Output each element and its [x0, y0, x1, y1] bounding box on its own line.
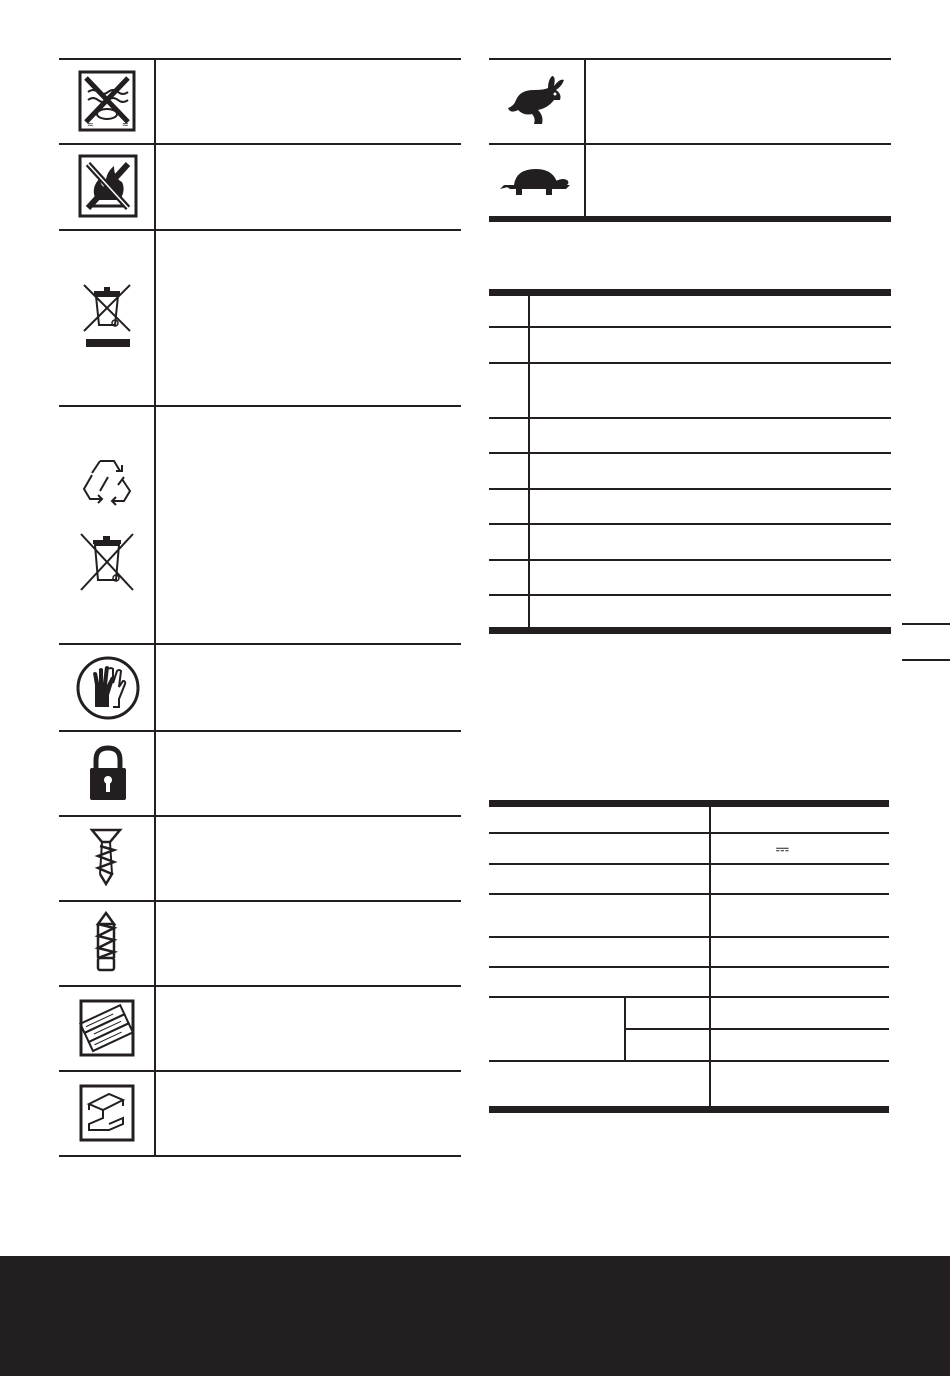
wear-gloves-icon — [75, 655, 141, 721]
wood-icon — [79, 999, 135, 1057]
recycle-icon — [78, 455, 136, 511]
no-water-immersion-icon — [78, 70, 136, 132]
screw-icon — [88, 826, 124, 888]
rabbit-fast-icon — [504, 72, 568, 132]
drill-bit-icon — [90, 910, 122, 974]
svg-text:≈: ≈ — [122, 120, 129, 129]
dc-symbol: ⎓ — [776, 839, 789, 858]
metal-profile-icon — [79, 1084, 135, 1142]
turtle-slow-icon — [500, 163, 572, 199]
lock-icon — [88, 744, 128, 802]
footer-band — [0, 1256, 950, 1376]
weee-crossed-bin-icon — [80, 283, 136, 351]
no-fire-icon — [78, 154, 138, 218]
svg-text:≈: ≈ — [87, 120, 94, 129]
weee-crossed-bin-icon — [78, 532, 136, 594]
